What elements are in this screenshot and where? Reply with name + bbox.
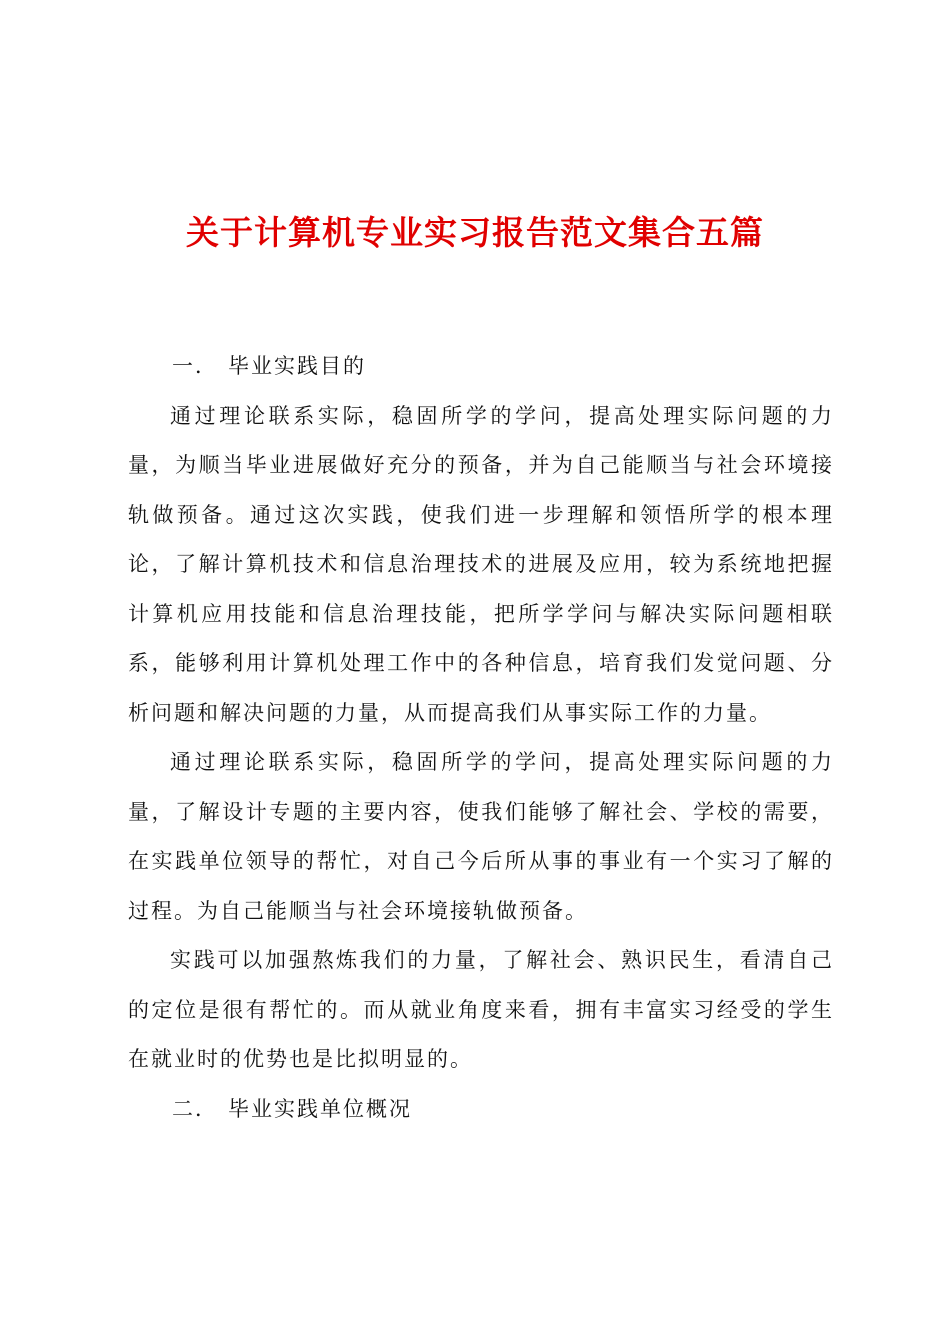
section-heading-1 [128, 342, 834, 392]
document-title: 关于计算机专业实习报告范文集合五篇 [186, 213, 764, 252]
document-body [128, 342, 834, 1134]
section-number: 二． [172, 1096, 218, 1121]
section-heading-2 [128, 1085, 834, 1135]
section-number: 一． [172, 354, 218, 378]
section-heading-text: 毕业实践单位概况 [228, 1096, 412, 1121]
section-heading-text: 毕业实践目的 [228, 354, 366, 378]
paragraph: 实践可以加强熬炼我们的力量，了解社会、熟识民生，看清自己的定位是很有帮忙的。而从就业角度来看，拥有丰富实习经受的学生在就业时的优势也是比拟明显的。 [128, 948, 834, 1071]
paragraph: 通过理论联系实际，稳固所学的学问，提高处理实际问题的力量，了解设计专题的主要内容，使我们能够了解社会、学校的需要，在实践单位领导的帮忙，对自己今后所从事的事业有一个实习了解的过程。为自己能顺当与社会环境接轨做预备。 [128, 750, 834, 923]
paragraph: 通过理论联系实际，稳固所学的学问，提高处理实际问题的力量，为顺当毕业进展做好充分的预备，并为自己能顺当与社会环境接轨做预备。通过这次实践，使我们进一步理解和领悟所学的根本理论，了解计算机技术和信息治理技术的进展及应用，较为系统地把握计算机应用技能和信息治理技能，把所学学问与解决实际问题相联系，能够利用计算机处理工作中的各种信息，培育我们发觉问题、分析问题和解决问题的力量，从而提高我们从事实际工作的力量。 [128, 403, 834, 725]
